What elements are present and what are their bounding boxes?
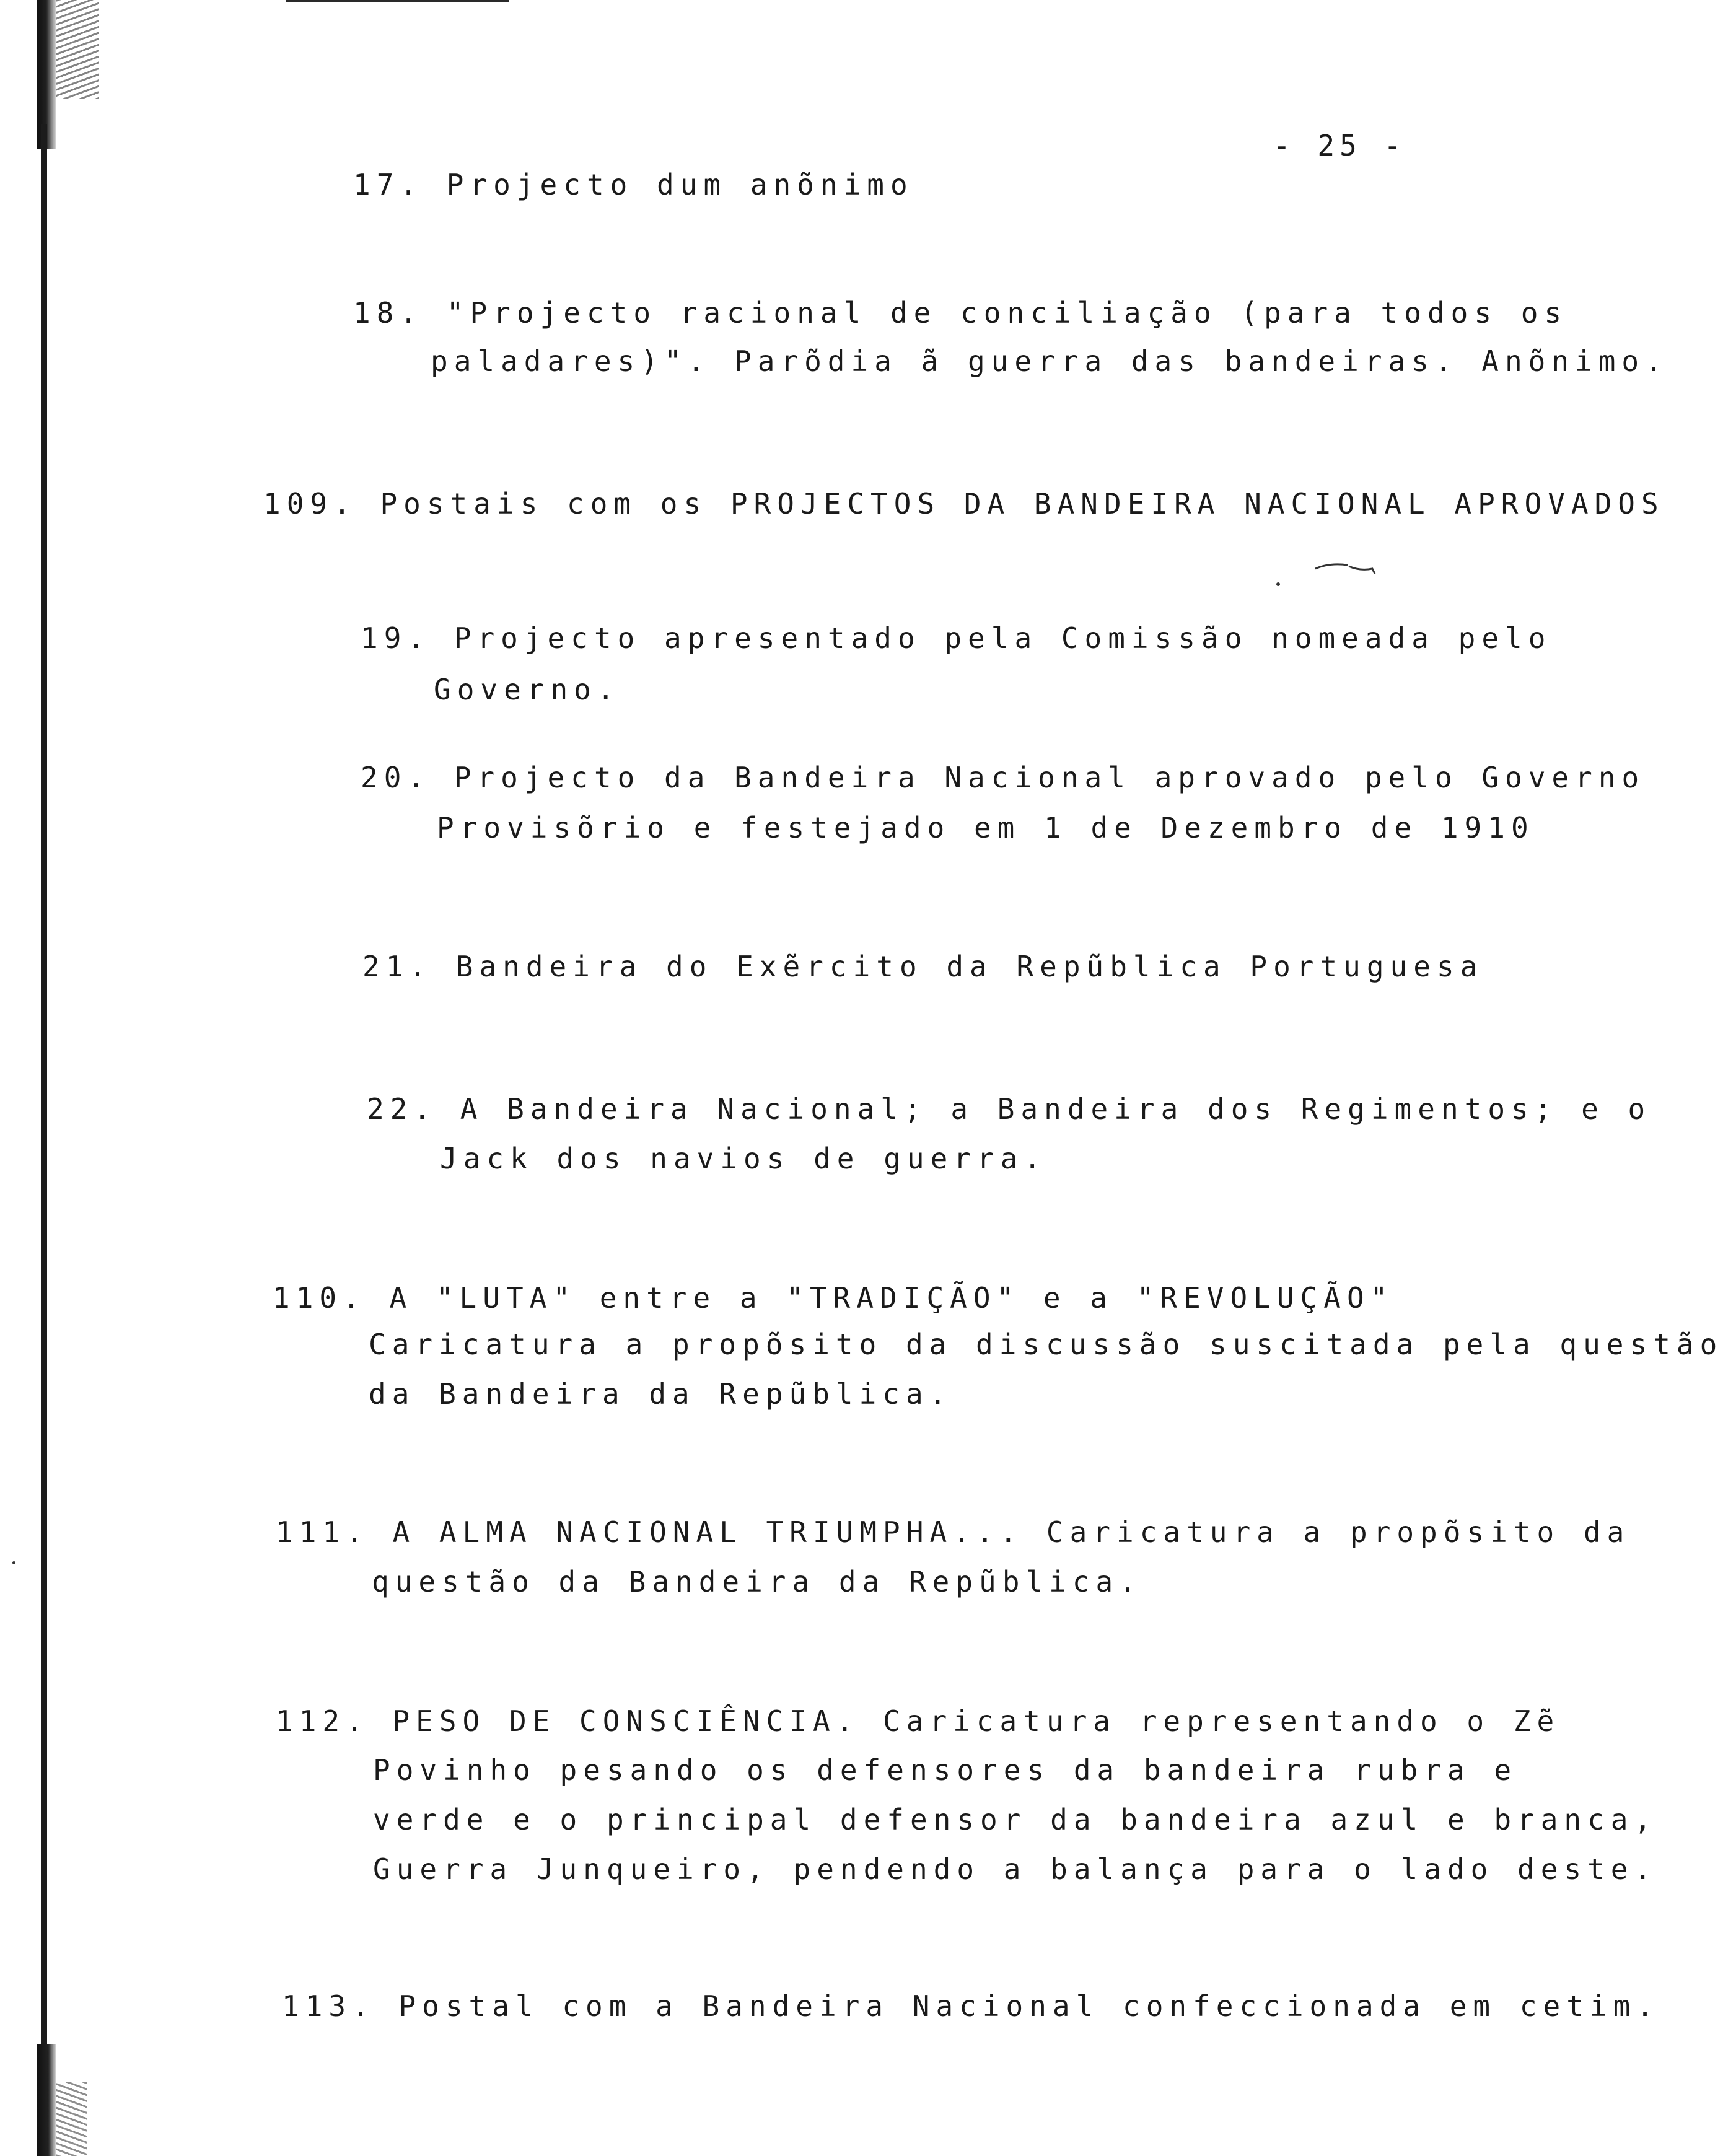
entry-20-line-2: Provisõrio e festejado em 1 de Dezembro de 1910 xyxy=(437,811,1535,844)
entry-22-line-2: Jack dos navios de guerra. xyxy=(440,1142,1048,1175)
entry-20-line-1: 20. Projecto da Bandeira Nacional aprovado pelo Governo xyxy=(361,761,1646,794)
entry-112-line-4: Guerra Junqueiro, pendendo a balança para o lado deste. xyxy=(373,1852,1658,1886)
binding-edge xyxy=(41,124,47,2075)
entry-111-line-1: 111. A ALMA NACIONAL TRIUMPHA... Caricatura a propõsito da xyxy=(276,1515,1631,1549)
entry-110-line-1: 110. A "LUTA" entre a "TRADIÇÃO" e a "REVOLUÇÃO" xyxy=(273,1281,1394,1315)
entry-112-line-3: verde e o principal defensor da bandeira azul e branca, xyxy=(373,1803,1658,1836)
scan-edge-bottom xyxy=(37,2044,56,2156)
entry-18-line-2: paladares)". Parõdia ã guerra das bandeiras. Anõnimo. xyxy=(431,344,1668,378)
entry-112-line-1: 112. PESO DE CONSCIÊNCIA. Caricatura representando o Zẽ xyxy=(276,1704,1561,1738)
entry-110-line-2: Caricatura a propõsito da discussão suscitada pela questão xyxy=(369,1328,1723,1361)
page-number: - 25 - xyxy=(1273,129,1406,162)
pencil-mark xyxy=(1310,558,1379,582)
entry-112-line-2: Povinho pesando os defensores da bandeira rubra e xyxy=(373,1753,1518,1787)
entry-111-line-2: questão da Bandeira da Repũblica. xyxy=(372,1565,1142,1598)
entry-19-line-2: Governo. xyxy=(434,673,621,706)
entry-22-line-1: 22. A Bandeira Nacional; a Bandeira dos Regimentos; e o xyxy=(367,1092,1652,1126)
entry-21-line-1: 21. Bandeira do Exẽrcito da Repũblica Portuguesa xyxy=(362,950,1484,983)
scan-edge-fragment xyxy=(56,0,99,99)
entry-109-line-1: 109. Postais com os PROJECTOS DA BANDEIRA NACIONAL APROVADOS xyxy=(263,487,1665,520)
entry-17-line-1: 17. Projecto dum anõnimo xyxy=(353,168,914,201)
entry-19-line-1: 19. Projecto apresentado pela Comissão nomeada pelo xyxy=(361,621,1552,655)
scan-speck xyxy=(12,1561,15,1564)
entry-113-line-1: 113. Postal com a Bandeira Nacional confeccionada em cetim. xyxy=(282,1989,1660,2023)
scan-edge-fragment-bottom xyxy=(56,2082,87,2156)
top-rule xyxy=(286,0,509,2)
entry-18-line-1: 18. "Projecto racional de conciliação (para todos os xyxy=(353,296,1568,330)
scan-speck xyxy=(1276,582,1280,586)
entry-110-line-3: da Bandeira da Repũblica. xyxy=(369,1377,953,1411)
